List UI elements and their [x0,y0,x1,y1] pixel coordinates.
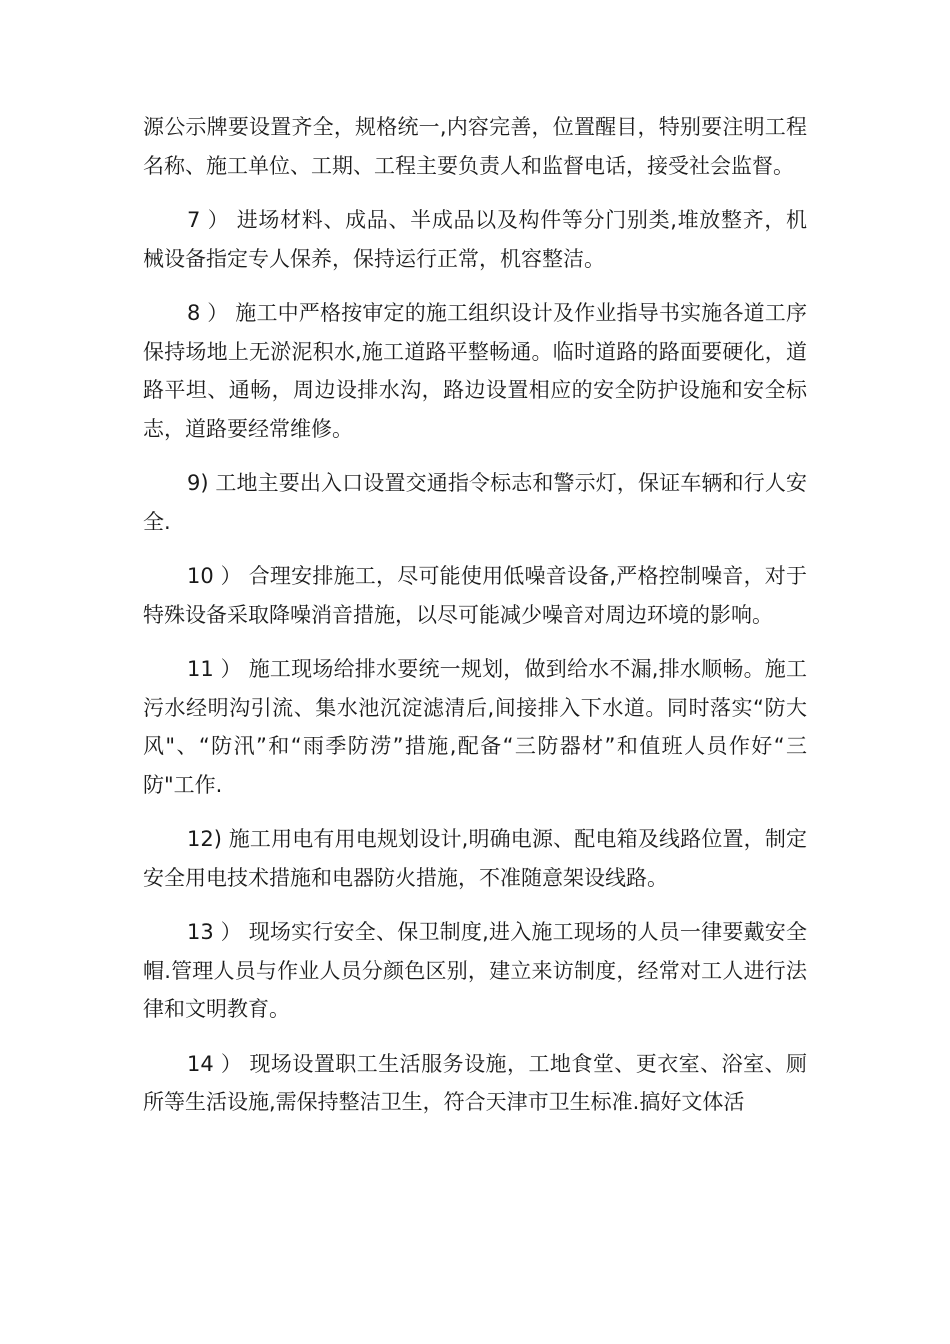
paragraph-item-8: 8 ） 施工中严格按审定的施工组织设计及作业指导书实施各道工序保持场地上无淤泥积水,施工道路平整畅通。临时道路的路面要硬化，道路平坦、通畅，周边设排水沟，路边设置相应的安全防护设施和安全标志，道路要经常维修。 [143,301,807,441]
document-body [143,108,807,1138]
paragraph-item-13: 13 ） 现场实行安全、保卫制度,进入施工现场的人员一律要戴安全帽.管理人员与作业人员分颜色区别，建立来访制度，经常对工人进行法律和文明教育。 [143,920,807,1021]
paragraph-item-14: 14 ） 现场设置职工生活服务设施，工地食堂、更衣室、浴室、厕所等生活设施,需保持整洁卫生，符合天津市卫生标准.搞好文体活 [143,1051,807,1114]
paragraph-item-12: 12) 施工用电有用电规划设计,明确电源、配电箱及线路位置，制定安全用电技术措施和电器防火措施，不准随意架设线路。 [143,827,807,890]
paragraph-continuation: 源公示牌要设置齐全，规格统一,内容完善，位置醒目，特别要注明工程名称、施工单位、工期、工程主要负责人和监督电话，接受社会监督。 [143,115,807,178]
paragraph-item-11: 11 ） 施工现场给排水要统一规划，做到给水不漏,排水顺畅。施工污水经明沟引流、集水池沉淀滤清后,间接排入下水道。同时落实“防大风"、“防汛”和“雨季防涝”措施,配备“三防器材”和值班人员作好“三防"工作. [143,657,807,797]
paragraph-item-10: 10 ） 合理安排施工，尽可能使用低噪音设备,严格控制噪音，对于特殊设备采取降噪消音措施，以尽可能减少噪音对周边环境的影响。 [143,564,807,627]
paragraph-item-7: 7 ） 进场材料、成品、半成品以及构件等分门别类,堆放整齐，机械设备指定专人保养，保持运行正常，机容整洁。 [143,208,807,271]
paragraph-item-9: 9) 工地主要出入口设置交通指令标志和警示灯，保证车辆和行人安全. [143,471,807,534]
